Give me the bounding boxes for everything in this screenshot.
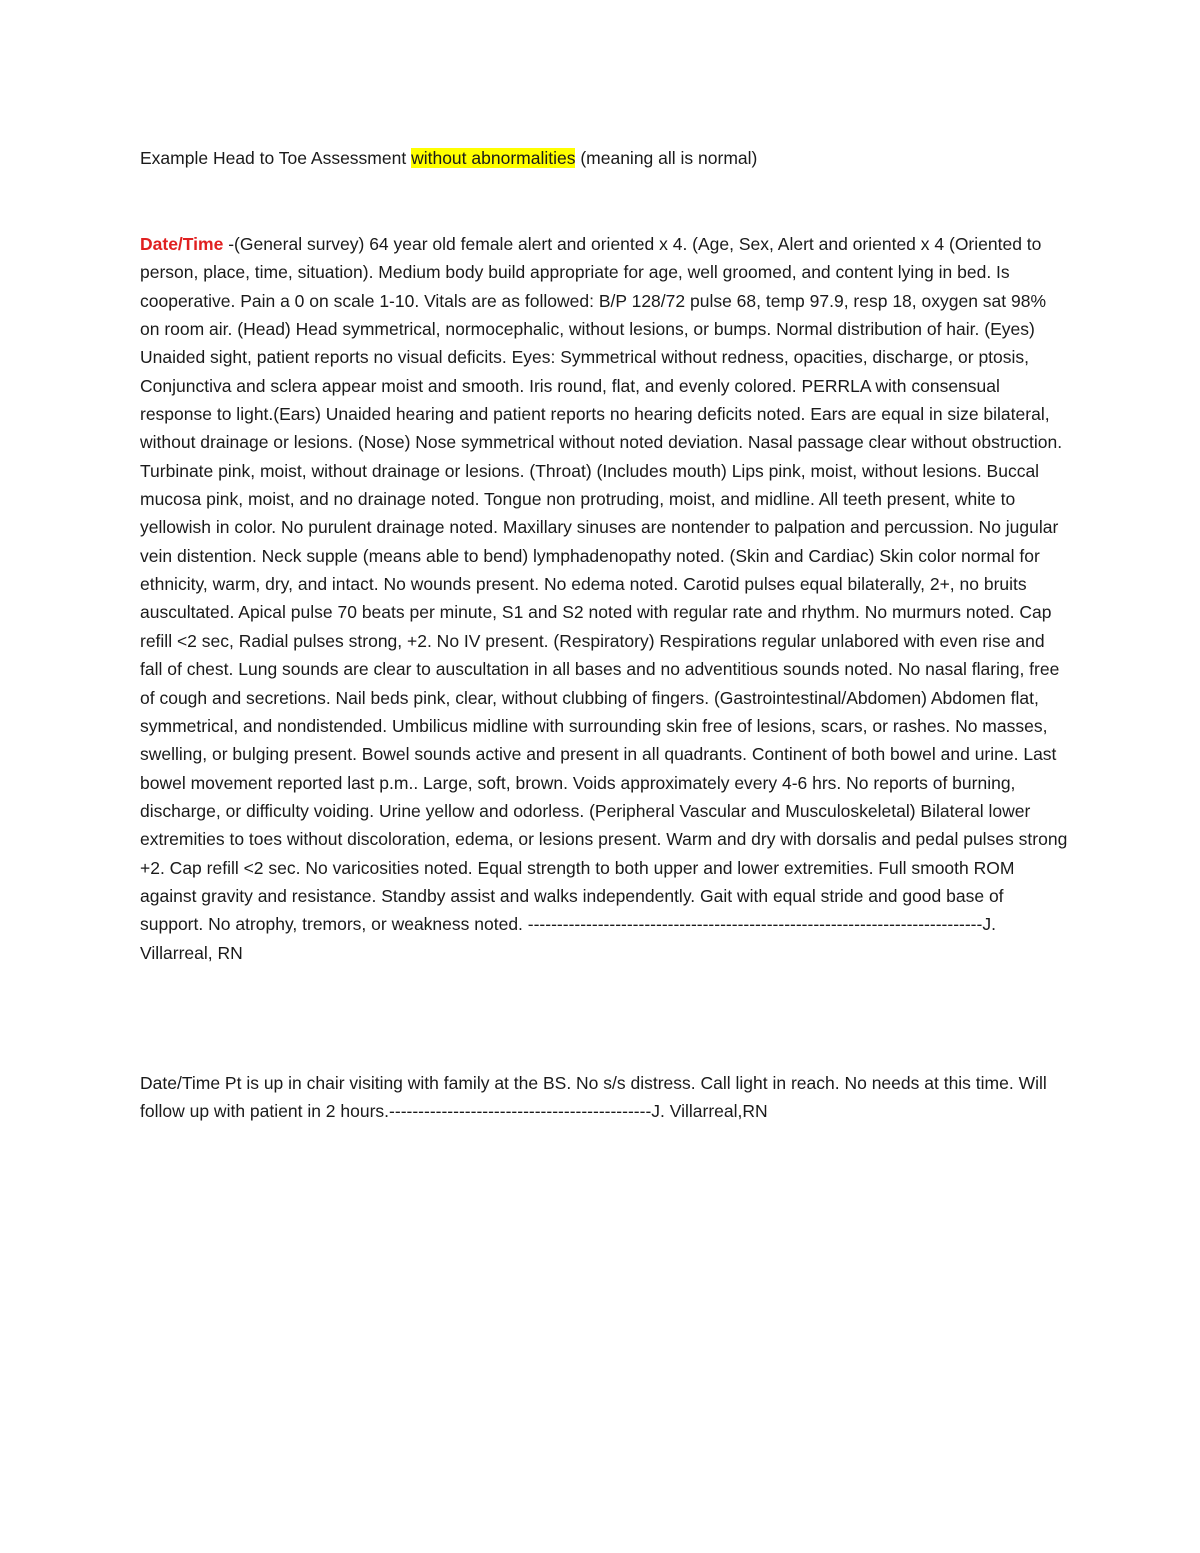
follow-up-note-paragraph — [140, 1069, 1068, 1126]
date-time-label: Date/Time — [140, 234, 224, 254]
title-suffix: (meaning all is normal) — [575, 148, 758, 168]
follow-up-note-text: Date/Time Pt is up in chair visiting with family at the BS. No s/s distress. Call light in reach. No needs at this time. Will follow up with patient in 2 hours.---------------------------------------------J. Villarreal,RN — [140, 1073, 1047, 1122]
title-highlight: without abnormalities — [411, 148, 576, 168]
title-prefix: Example Head to Toe Assessment — [140, 148, 412, 168]
assessment-note-body: -(General survey) 64 year old female alert and oriented x 4. (Age, Sex, Alert and oriented x 4 (Oriented to person, place, time, situation). Medium body build appropriate for age, well groomed, and content lying in bed. Is cooperative. Pain a 0 on scale 1-10. Vitals are as followed: B/P 128/72 pulse 68, temp 97.9, resp 18, oxygen sat 98% on room air. (Head) Head symmetrical, normocephalic, without lesions, or bumps. Normal distribution of hair. (Eyes) Unaided sight, patient reports no visual deficits. Eyes: Symmetrical without redness, opacities, discharge, or ptosis, Conjunctiva and sclera appear moist and smooth. Iris round, flat, and evenly colored. PERRLA with consensual response to light.(Ears) Unaided hearing and patient reports no hearing deficits noted. Ears are equal in size bilateral, without drainage or lesions. (Nose) Nose symmetrical without noted deviation. Nasal passage clear without obstruction. Turbinate pink, moist, without drainage or lesions. (Throat) (Includes mouth) Lips pink, moist, without lesions. Buccal mucosa pink, moist, and no drainage noted. Tongue non protruding, moist, and midline. All teeth present, white to yellowish in color. No purulent drainage noted. Maxillary sinuses are nontender to palpation and percussion. No jugular vein distention. Neck supple (means able to bend) lymphadenopathy noted. (Skin and Cardiac) Skin color normal for ethnicity, warm, dry, and intact. No wounds present. No edema noted. Carotid pulses equal bilaterally, 2+, no bruits auscultated. Apical pulse 70 beats per minute, S1 and S2 noted with regular rate and rhythm. No murmurs noted. Cap refill <2 sec, Radial pulses strong, +2. No IV present. (Respiratory) Respirations regular unlabored with even rise and fall of chest. Lung sounds are clear to auscultation in all bases and no adventitious sounds noted. No nasal flaring, free of cough and secretions. Nail beds pink, clear, without clubbing of fingers. (Gastrointestinal/Abdomen) Abdomen flat, symmetrical, and nondistended. Umbilicus midline with surrounding skin free of lesions, scars, or rashes. No masses, swelling, or bulging present. Bowel sounds active and present in all quadrants. Continent of both bowel and urine. Last bowel movement reported last p.m.. Large, soft, brown. Voids approximately every 4-6 hrs. No reports of burning, discharge, or difficulty voiding. Urine yellow and odorless. (Peripheral Vascular and Musculoskeletal) Bilateral lower extremities to toes without discoloration, edema, or lesions present. Warm and dry with dorsalis and pedal pulses strong +2. Cap refill <2 sec. No varicosities noted. Equal strength to both upper and lower extremities. Full smooth ROM against gravity and resistance. Standby assist and walks independently. Gait with equal stride and good base of support. No atrophy, tremors, or weakness noted. ------------------------------------------------------------------------------J. Villarreal, RN — [140, 234, 1068, 963]
document-title — [140, 144, 1080, 172]
assessment-note-paragraph — [140, 230, 1068, 967]
